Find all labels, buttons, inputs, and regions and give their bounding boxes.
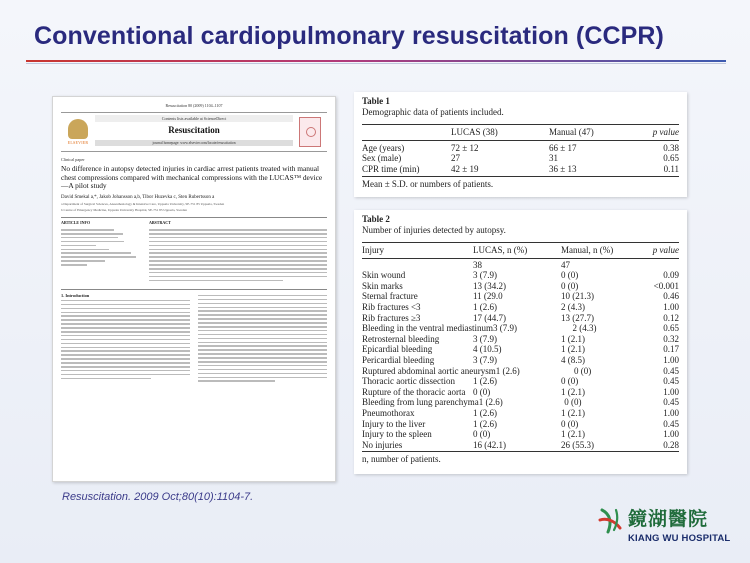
table-row: Sternal fracture 11 (29.0 10 (21.3) 0.46 — [362, 291, 679, 302]
hospital-emblem-icon — [596, 506, 626, 536]
table-row: Skin marks 13 (34.2) 0 (0) <0.001 — [362, 280, 679, 291]
table-2-injuries — [354, 210, 687, 474]
table-2-body — [362, 270, 679, 450]
table-row: Bleeding from lung parenchyma 1 (2.6) 0 (0) 0.45 — [362, 397, 680, 408]
table-row: Epicardial bleeding 4 (10.5) 1 (2.1) 0.17 — [362, 344, 679, 355]
table-row: Pericardial bleeding 3 (7.9) 4 (8.5) 1.00 — [362, 354, 679, 365]
table-row: Bleeding in the ventral mediastinum 3 (7.9) 2 (4.3) 0.65 — [362, 323, 680, 334]
title-underline-shadow — [26, 63, 726, 64]
paper-abstract-heading: ABSTRACT — [149, 219, 171, 225]
citation-reference: Resuscitation. 2009 Oct;80(10):1104-7. — [62, 491, 254, 503]
table-row: Retrosternal bleeding 3 (7.9) 1 (2.1) 0.32 — [362, 333, 679, 344]
table-1-demographics — [354, 92, 687, 197]
elsevier-logo — [61, 113, 95, 151]
table-2-title: Table 2 — [362, 214, 390, 224]
table-row: Skin wound 3 (7.9) 0 (0) 0.09 — [362, 270, 679, 281]
table-row: Sex (male) 27 31 0.65 — [362, 153, 679, 164]
table-row: Rib fractures <3 1 (2.6) 2 (4.3) 1.00 — [362, 301, 679, 312]
publisher-name: ELSEVIER — [67, 140, 89, 145]
hospital-name-chinese: 鏡湖醫院 — [628, 508, 709, 530]
table-row: CPR time (min) 42 ± 19 36 ± 13 0.11 — [362, 163, 679, 174]
paper-affiliation-1: a Department of Surgical Sciences, Anaesthesiology & Intensive Care, Uppsala University, SE-751 85 Uppsala, Sweden — [61, 201, 225, 206]
slide-title: Conventional cardiopulmonary resuscitation (CCPR) — [34, 22, 664, 50]
paper-affiliation-2: b Centre of Emergency Medicine, Uppsala University Hospital, SE-751 85 Uppsala, Sweden — [61, 207, 187, 212]
table-2-header-row: Injury LUCAS, n (%) Manual, n (%) p value — [362, 245, 679, 255]
table-row: Injury to the liver 1 (2.6) 0 (0) 0.45 — [362, 418, 679, 429]
table-row: Age (years) 72 ± 12 66 ± 17 0.38 — [362, 142, 679, 153]
table-2-count-row: 38 47 — [473, 259, 570, 270]
table-2-footnote: n, number of patients. — [362, 454, 441, 465]
paper-homepage-line: journal homepage: www.elsevier.com/locate/resuscitation — [95, 140, 293, 146]
paper-section-label: Clinical paper — [61, 157, 85, 162]
table-row: Rupture of the thoracic aorta 0 (0) 1 (2.1) 1.00 — [362, 386, 679, 397]
table-1-header-row: LUCAS (38) Manual (47) p value — [451, 127, 679, 137]
paper-article-info-text — [61, 227, 149, 284]
hospital-logo — [596, 504, 746, 556]
table-1-caption: Demographic data of patients included. — [362, 107, 504, 117]
table-1-title: Table 1 — [362, 96, 390, 106]
paper-masthead — [61, 112, 327, 152]
table-row: Thoracic aortic dissection 1 (2.6) 0 (0) 0.45 — [362, 376, 679, 387]
table-row: No injuries 16 (42.1) 26 (55.3) 0.28 — [362, 439, 679, 450]
table-row: Rib fractures ≥3 17 (44.7) 13 (27.7) 0.12 — [362, 312, 679, 323]
paper-journal-name: Resuscitation — [168, 125, 220, 135]
paper-contents-line: Contents lists available at ScienceDirect — [95, 115, 293, 122]
journal-cover-icon — [293, 113, 327, 151]
paper-first-page — [52, 96, 336, 482]
title-underline — [26, 60, 726, 62]
table-1-footnote: Mean ± S.D. or numbers of patients. — [362, 179, 494, 190]
paper-intro-heading: 1. Introduction — [61, 292, 90, 298]
table-2-caption: Number of injuries detected by autopsy. — [362, 225, 506, 235]
hospital-name-english: KIANG WU HOSPITAL — [628, 533, 731, 544]
paper-body-left-column — [61, 300, 190, 379]
paper-cite-line: Resuscitation 80 (2009) 1104–1107 — [165, 103, 223, 108]
elsevier-tree-icon — [68, 119, 88, 139]
paper-article-title: No difference in autopsy detected injuries in cardiac arrest patients treated with manual chest compressions compared with mechanical compressions with the LUCAS™ device—A pilot study — [61, 164, 323, 191]
paper-abstract-text — [149, 227, 327, 284]
table-row: Ruptured abdominal aortic aneurysm 1 (2.6) 0 (0) 0.45 — [362, 365, 679, 376]
table-row: Pneumothorax 1 (2.6) 1 (2.1) 1.00 — [362, 407, 679, 418]
paper-authors: David Smekal a,*, Jakob Johansson a,b, Tibor Huzevka c, Sten Rubertsson a — [61, 194, 215, 200]
paper-body-right-column — [198, 295, 327, 382]
paper-article-info-heading: ARTICLE INFO — [61, 219, 91, 225]
table-row: Injury to the spleen 0 (0) 1 (2.1) 1.00 — [362, 429, 679, 440]
